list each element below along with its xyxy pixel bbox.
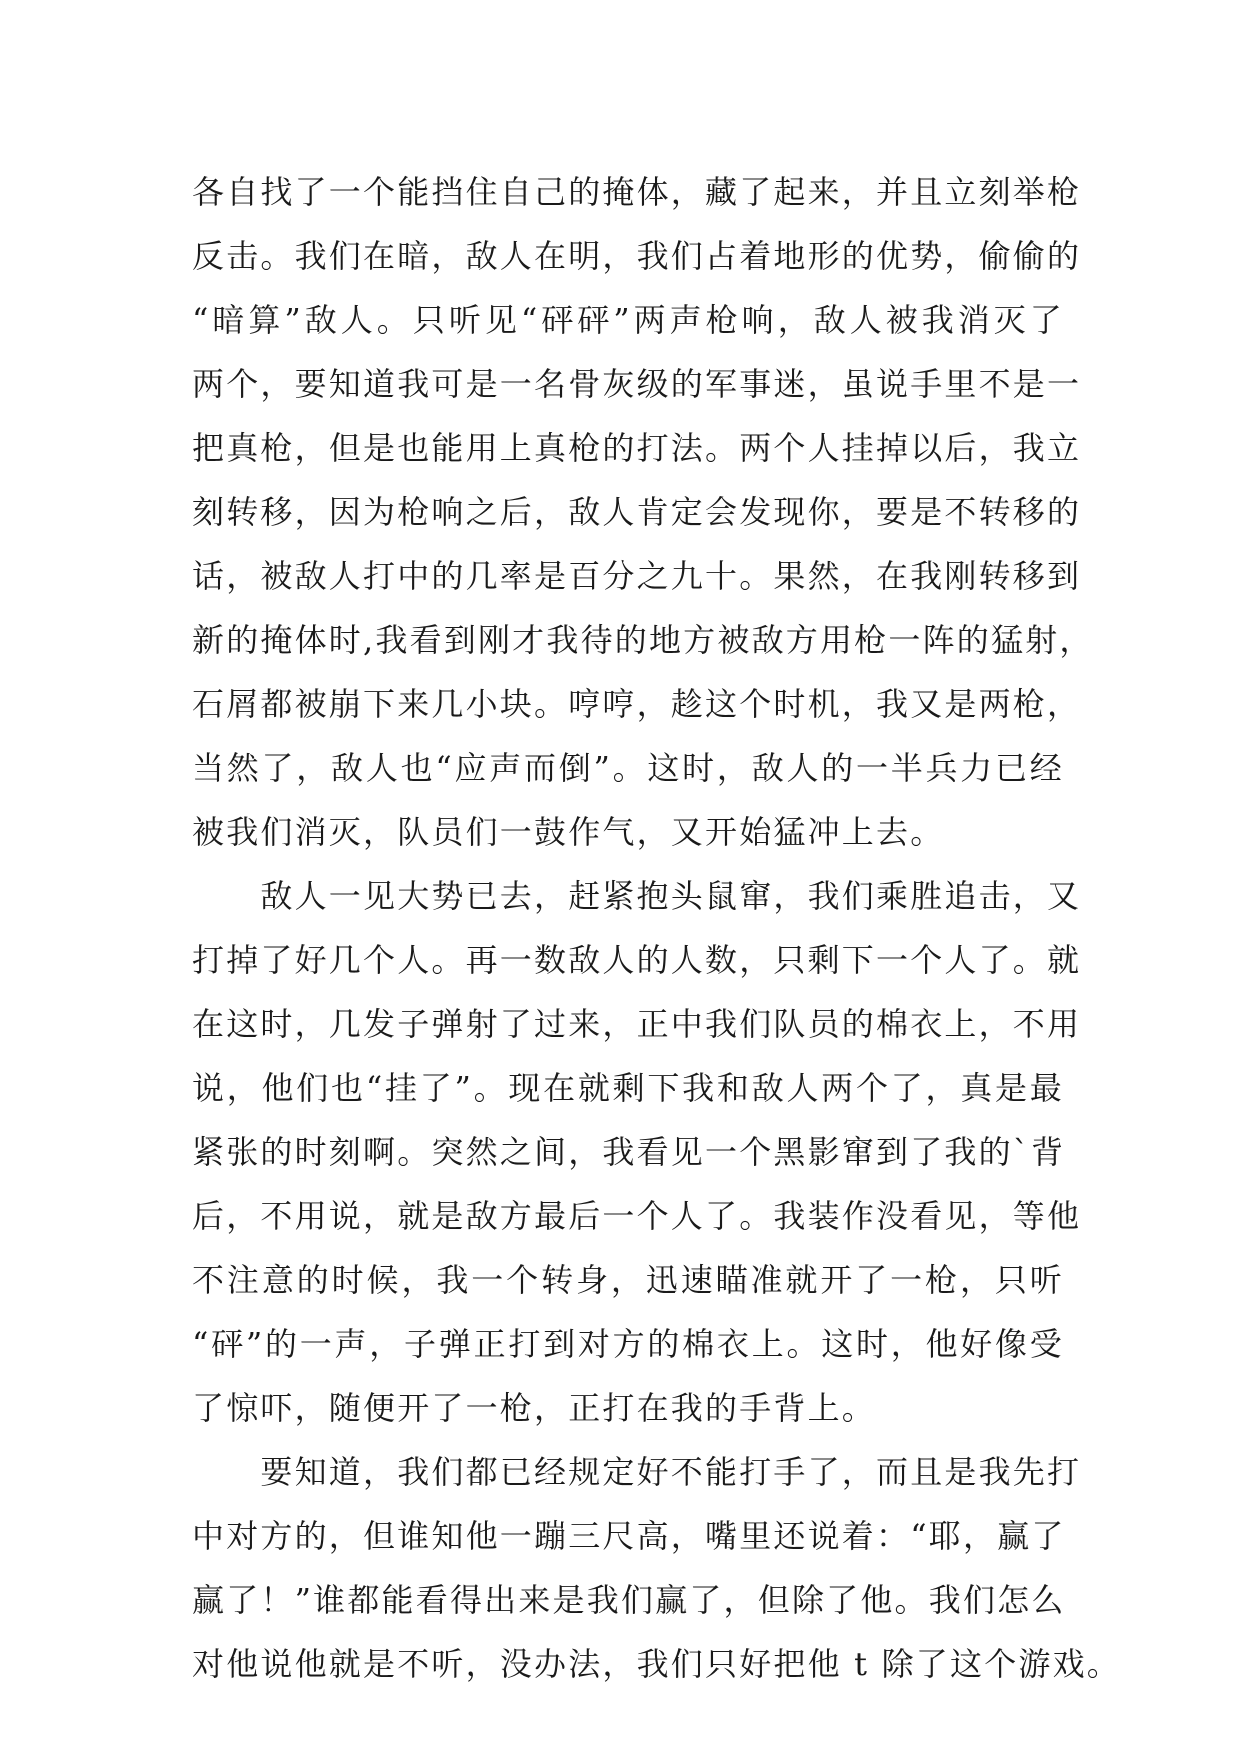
paragraph-1 <box>192 160 1094 864</box>
text-line: 敌人一见大势已去，赶紧抱头鼠窜，我们乘胜追击，又 <box>192 877 1082 915</box>
paragraph-3 <box>192 1440 1122 1696</box>
text-line: 被我们消灭，队员们一鼓作气，又开始猛冲上去。 <box>192 813 945 851</box>
text-line: 在这时，几发子弹射了过来，正中我们队员的棉衣上，不用 <box>192 1005 1082 1043</box>
paragraph-2 <box>192 864 1082 1440</box>
text-line: “暗算”敌人。只听见“砰砰”两声枪响，敌人被我消灭了 <box>192 301 1064 339</box>
text-line: 要知道，我们都已经规定好不能打手了，而且是我先打 <box>192 1453 1082 1491</box>
text-line: 说，他们也“挂了”。现在就剩下我和敌人两个了，真是最 <box>192 1069 1064 1107</box>
text-line: 赢了！”谁都能看得出来是我们赢了，但除了他。我们怎么 <box>192 1581 1066 1619</box>
text-line: 中对方的，但谁知他一蹦三尺高，嘴里还说着：“耶，赢了 <box>192 1517 1066 1555</box>
text-line: 两个，要知道我可是一名骨灰级的军事迷，虽说手里不是一 <box>192 365 1082 403</box>
text-line: 刻转移，因为枪响之后，敌人肯定会发现你，要是不转移的 <box>192 493 1082 531</box>
text-line: 反击。我们在暗，敌人在明，我们占着地形的优势，偷偷的 <box>192 237 1082 275</box>
text-line: 当然了，敌人也“应声而倒”。这时，敌人的一半兵力已经 <box>192 749 1064 787</box>
text-line: 紧张的时刻啊。突然之间，我看见一个黑影窜到了我的`背 <box>192 1133 1066 1171</box>
text-line: 打掉了好几个人。再一数敌人的人数，只剩下一个人了。就 <box>192 941 1082 979</box>
text-line: 把真枪，但是也能用上真枪的打法。两个人挂掉以后，我立 <box>192 429 1082 467</box>
text-line: 话，被敌人打中的几率是百分之九十。果然，在我刚转移到 <box>192 557 1082 595</box>
text-line: 了惊吓，随便开了一枪，正打在我的手背上。 <box>192 1389 877 1427</box>
text-line: 新的掩体时,我看到刚才我待的地方被敌方用枪一阵的猛射， <box>192 621 1094 659</box>
text-line: 不注意的时候，我一个转身，迅速瞄准就开了一枪，只听 <box>192 1261 1064 1299</box>
text-line: 石屑都被崩下来几小块。哼哼，趁这个时机，我又是两枪， <box>192 685 1082 723</box>
body-text <box>192 160 1122 1696</box>
text-line: 对他说他就是不听，没办法，我们只好把他 t 除了这个游戏。 <box>192 1645 1122 1683</box>
text-line: 后，不用说，就是敌方最后一个人了。我装作没看见，等他 <box>192 1197 1082 1235</box>
text-line: “砰”的一声，子弹正打到对方的棉衣上。这时，他好像受 <box>192 1325 1064 1363</box>
text-line: 各自找了一个能挡住自己的掩体，藏了起来，并且立刻举枪 <box>192 173 1082 211</box>
